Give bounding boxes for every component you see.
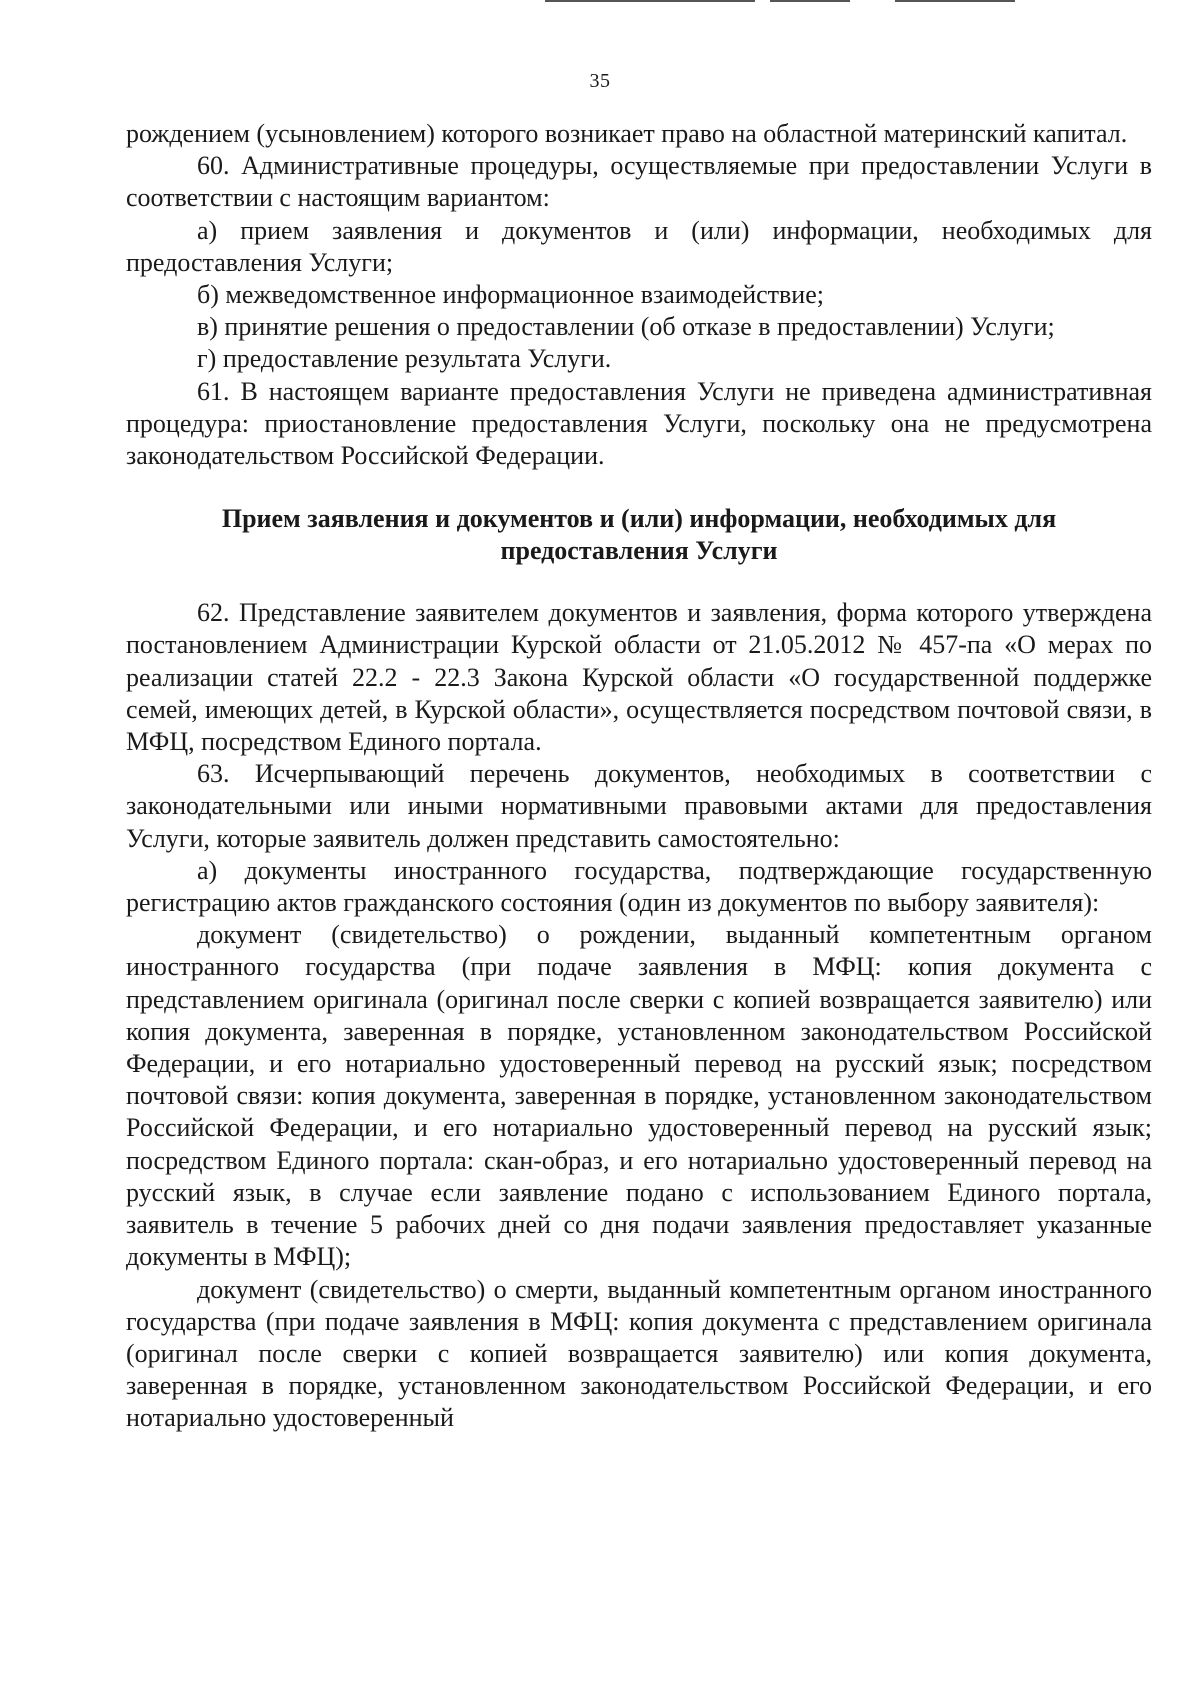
section-heading: Прием заявления и документов и (или) информации, необходимых для предоставления Услуги <box>221 504 1057 566</box>
scan-edge-line <box>895 0 1015 2</box>
page-number: 35 <box>589 70 611 92</box>
scan-edge-line <box>545 0 755 2</box>
paragraph-60: 60. Административные процедуры, осуществляемые при предоставлении Услуги в соответствии с настоящим вариантом: <box>126 151 1152 213</box>
paragraph-61: 61. В настоящем варианте предоставления Услуги не приведена административная процедура: приостановление предоставления Услуги, поскольку она не предусмотрена законодательством Российской Федерации. <box>126 376 1152 471</box>
paragraph-continuation: рождением (усыновлением) которого возникает право на областной материнский капитал. <box>126 119 1128 148</box>
list-item-60g: г) предоставление результата Услуги. <box>197 344 612 374</box>
paragraph-63: 63. Исчерпывающий перечень документов, необходимых в соответствии с законодательными или иными нормативными правовыми актами для предоставления Услуги, которые заявитель должен представить самостоятельно: <box>126 759 1152 853</box>
list-item-60a: а) прием заявления и документов и (или) информации, необходимых для предоставления Услуги; <box>126 215 1152 277</box>
document-body <box>126 118 1152 1435</box>
paragraph-62: 62. Представление заявителем документов и заявления, форма которого утверждена постановлением Администрации Курской области от 21.05.2012 № 457-па «О мерах по реализации статей 22.2 - 22.3 Закона Курской области «О государственной поддержке семей, имеющих детей, в Курской области», осуществляется посредством почтовой связи, в МФЦ, посредством Единого портала. <box>126 598 1152 757</box>
list-item-63a: а) документы иностранного государства, подтверждающие государственную регистрацию актов гражданского состояния (один из документов по выбору заявителя): <box>126 855 1152 918</box>
paragraph-death-certificate: документ (свидетельство) о смерти, выданный компетентным органом иностранного государства (при подаче заявления в МФЦ: копия документа с представлением оригинала (оригинал после сверки с копией возвращается заявителю) или копия документа, заверенная в порядке, установленном законодательством Российской Федерации, и его нотариально удостоверенный <box>126 1274 1152 1433</box>
list-item-60b: б) межведомственное информационное взаимодействие; <box>197 280 824 310</box>
scan-edge-line <box>770 0 850 2</box>
list-item-60v: в) принятие решения о предоставлении (об отказе в предоставлении) Услуги; <box>197 312 1055 342</box>
paragraph-birth-certificate: документ (свидетельство) о рождении, выданный компетентным органом иностранного государства (при подаче заявления в МФЦ: копия документа с представлением оригинала (оригинал после сверки с копией возвращается заявителю) или копия документа, заверенная в порядке, установленном законодательством Российской Федерации, и его нотариально удостоверенный перевод на русский язык; посредством почтовой связи: копия документа, заверенная в порядке, установленном законодательством Российской Федерации, и его нотариально удостоверенный перевод на русский язык; посредством Единого портала: скан-образ, и его нотариально удостоверенный перевод на русский язык, в случае если заявление подано с использованием Единого портала, заявитель в течение 5 рабочих дней со дня подачи заявления предоставляет указанные документы в МФЦ); <box>126 920 1152 1272</box>
